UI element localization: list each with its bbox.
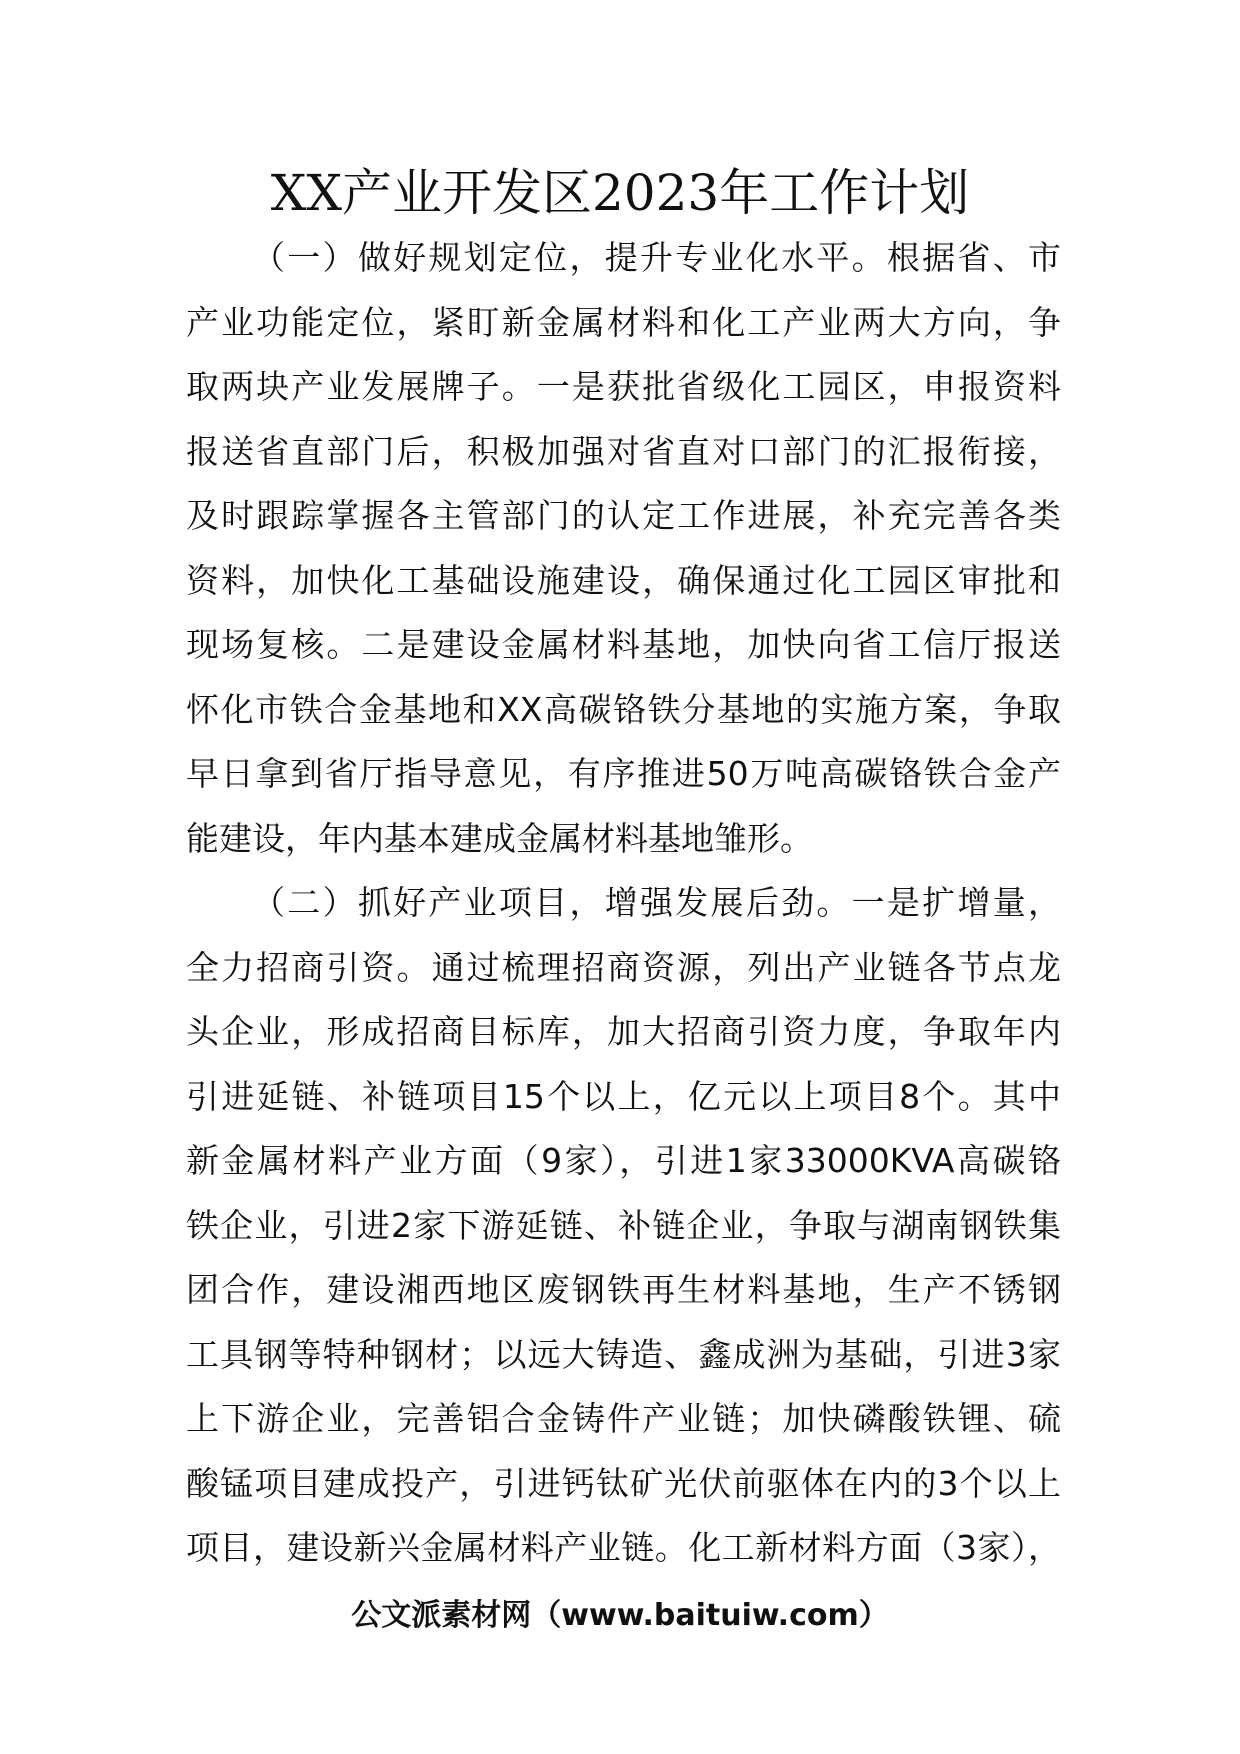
paragraph-2-line-9: 上下游企业，完善铝合金铸件产业链；加快磷酸铁锂、硫: [186, 1399, 1061, 1438]
paragraph-2-line-2: 全力招商引资。通过梳理招商资源，列出产业链各节点龙: [186, 947, 1061, 987]
paragraph-1-line-6: 资料，加快化工基础设施建设，确保通过化工园区审批和: [186, 560, 1061, 600]
paragraph-2-line-3: 头企业，形成招商目标库，加大招商引资力度，争取年内: [186, 1012, 1061, 1051]
paragraph-1-line-9: 早日拿到省厅指导意见，有序推进50万吨高碳铬铁合金产: [186, 754, 1061, 793]
paragraph-1-line-8: 怀化市铁合金基地和XX高碳铬铁分基地的实施方案，争取: [186, 689, 1061, 729]
paragraph-1-line-10: 能建设，年内基本建成金属材料基地雏形。: [186, 818, 813, 858]
paragraph-2-line-8: 工具钢等特种钢材；以远大铸造、鑫成洲为基础，引进3家: [186, 1334, 1061, 1374]
paragraph-2-line-6: 铁企业，引进2家下游延链、补链企业，争取与湖南钢铁集: [186, 1205, 1061, 1245]
document-title: XX产业开发区2023年工作计划: [270, 164, 970, 222]
paragraph-1-line-5: 及时跟踪掌握各主管部门的认定工作进展，补充完善各类: [186, 496, 1061, 535]
document-body: [186, 226, 1061, 1581]
paragraph-1-line-4: 报送省直部门后，积极加强对省直对口部门的汇报衔接，: [186, 431, 1061, 471]
paragraph-1-line-1: （一）做好规划定位，提升专业化水平。根据省、市: [252, 238, 1061, 277]
paragraph-2-line-4: 引进延链、补链项目15个以上，亿元以上项目8个。其中: [186, 1076, 1061, 1116]
footer-watermark: 公文派素材网（www.baituiw.com）: [351, 1598, 889, 1633]
paragraph-1-line-3: 取两块产业发展牌子。一是获批省级化工园区，申报资料: [186, 367, 1061, 406]
paragraph-2-line-1: （二）抓好产业项目，增强发展后劲。一是扩增量，: [252, 883, 1061, 922]
paragraph-1-line-2: 产业功能定位，紧盯新金属材料和化工产业两大方向，争: [186, 302, 1061, 342]
paragraph-2-line-5: 新金属材料产业方面（9家），引进1家33000KVA高碳铬: [186, 1141, 1061, 1180]
paragraph-2-line-11: 项目，建设新兴金属材料产业链。化工新材料方面（3家），: [186, 1528, 1061, 1567]
paragraph-2-line-10: 酸锰项目建成投产，引进钙钛矿光伏前驱体在内的3个以上: [186, 1463, 1061, 1503]
paragraph-1-line-7: 现场复核。二是建设金属材料基地，加快向省工信厅报送: [186, 625, 1061, 664]
paragraph-2-line-7: 团合作，建设湘西地区废钢铁再生材料基地，生产不锈钢: [186, 1270, 1061, 1309]
